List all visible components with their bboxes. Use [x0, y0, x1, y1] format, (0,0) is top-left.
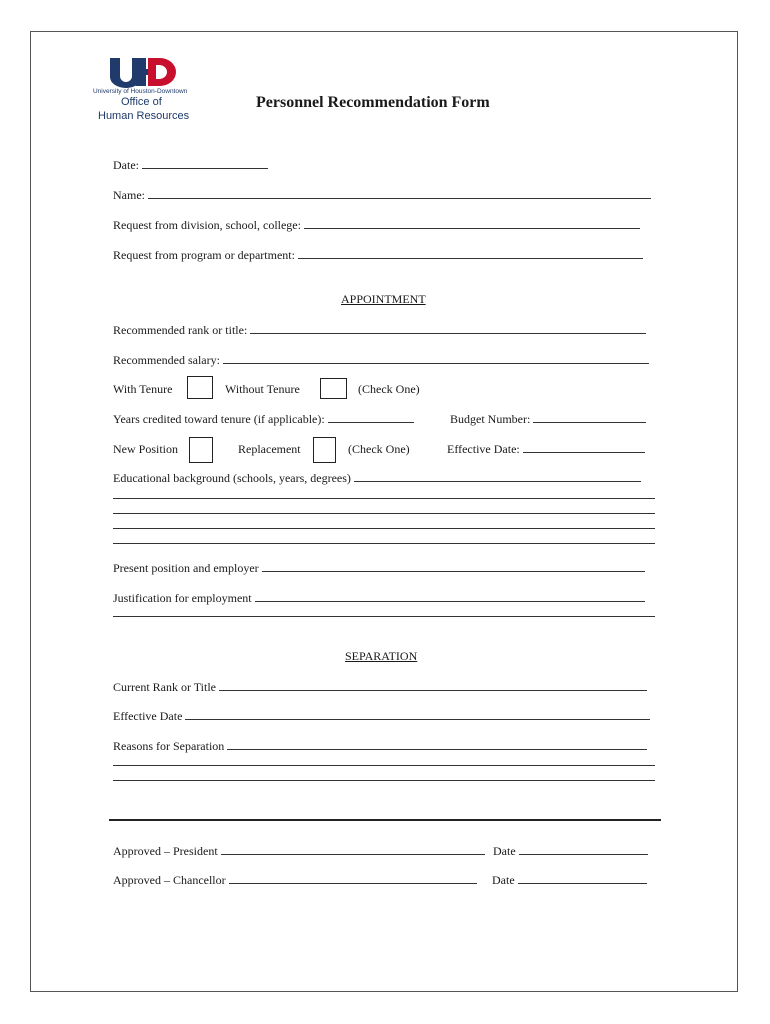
- present-position-label: Present position and employer: [113, 561, 259, 575]
- separation-effective-date-field[interactable]: [185, 708, 650, 720]
- program-field[interactable]: [298, 247, 643, 259]
- education-line[interactable]: [113, 543, 655, 544]
- reasons-line[interactable]: [113, 765, 655, 766]
- university-name: University of Houston-Downtown: [93, 88, 188, 95]
- division-field[interactable]: [304, 217, 640, 229]
- uhd-logo: [83, 56, 193, 126]
- reasons-label: Reasons for Separation: [113, 739, 225, 753]
- check-one-label: (Check One): [358, 382, 420, 396]
- uhd-mark-icon: [108, 56, 178, 88]
- present-position-row: [113, 560, 645, 576]
- chancellor-signature-field[interactable]: [229, 872, 477, 884]
- education-line[interactable]: [113, 498, 655, 499]
- current-rank-row: [113, 679, 647, 695]
- division-row: [113, 217, 640, 233]
- justification-line[interactable]: [113, 616, 655, 617]
- date-label: Date:: [113, 158, 139, 172]
- rank-field[interactable]: [250, 322, 646, 334]
- education-label: Educational background (schools, years, degrees): [113, 471, 351, 485]
- without-tenure-label: Without Tenure: [225, 382, 300, 396]
- education-row: [113, 470, 641, 486]
- justification-label: Justification for employment: [113, 591, 252, 605]
- years-credited-label: Years credited toward tenure (if applicable):: [113, 412, 325, 426]
- years-credited-field[interactable]: [328, 411, 414, 423]
- replacement-checkbox[interactable]: [313, 437, 336, 463]
- without-tenure-checkbox[interactable]: [320, 378, 347, 399]
- reasons-line[interactable]: [113, 780, 655, 781]
- program-label: Request from program or department:: [113, 248, 295, 262]
- date-row: [113, 157, 268, 173]
- justification-row: [113, 590, 645, 606]
- name-field[interactable]: [148, 187, 651, 199]
- budget-number-field[interactable]: [533, 411, 646, 423]
- chancellor-date-row: [492, 872, 647, 888]
- reasons-field[interactable]: [227, 738, 647, 750]
- division-label: Request from division, school, college:: [113, 218, 301, 232]
- section-divider: [109, 819, 661, 821]
- separation-heading: SEPARATION: [345, 649, 418, 663]
- salary-field[interactable]: [223, 352, 649, 364]
- present-position-field[interactable]: [262, 560, 645, 572]
- date-field[interactable]: [142, 157, 268, 169]
- justification-field[interactable]: [255, 590, 645, 602]
- department-label: Human Resources: [98, 110, 190, 122]
- education-line[interactable]: [113, 528, 655, 529]
- rank-label: Recommended rank or title:: [113, 323, 248, 337]
- president-signature-field[interactable]: [221, 843, 485, 855]
- effective-date-row: [447, 441, 645, 457]
- new-position-label: New Position: [113, 442, 179, 456]
- program-row: [113, 247, 643, 263]
- current-rank-field[interactable]: [219, 679, 647, 691]
- salary-row: [113, 352, 649, 368]
- president-date-label: Date: [493, 844, 516, 858]
- current-rank-label: Current Rank or Title: [113, 680, 217, 694]
- with-tenure-checkbox[interactable]: [187, 376, 213, 399]
- budget-row: [450, 411, 646, 427]
- page-title: Personnel Recommendation Form: [256, 94, 490, 111]
- name-label: Name:: [113, 188, 145, 202]
- effective-date-field[interactable]: [523, 441, 645, 453]
- chancellor-date-label: Date: [492, 873, 515, 887]
- president-label: Approved – President: [113, 844, 218, 858]
- effective-date-label: Effective Date:: [447, 442, 520, 456]
- with-tenure-label: With Tenure: [113, 382, 173, 396]
- replacement-label: Replacement: [238, 442, 301, 456]
- education-line[interactable]: [113, 513, 655, 514]
- budget-number-label: Budget Number:: [450, 412, 531, 426]
- years-row: [113, 411, 414, 427]
- separation-effective-row: [113, 708, 650, 724]
- chancellor-label: Approved – Chancellor: [113, 873, 226, 887]
- chancellor-date-field[interactable]: [518, 872, 647, 884]
- president-date-row: [493, 843, 648, 859]
- rank-row: [113, 322, 646, 338]
- president-date-field[interactable]: [519, 843, 648, 855]
- reasons-row: [113, 738, 647, 754]
- office-label: Office of: [121, 96, 162, 108]
- appointment-heading: APPOINTMENT: [341, 292, 426, 306]
- education-field[interactable]: [354, 470, 641, 482]
- check-one-label-2: (Check One): [348, 442, 410, 456]
- salary-label: Recommended salary:: [113, 353, 220, 367]
- president-row: [113, 843, 485, 859]
- new-position-checkbox[interactable]: [189, 437, 213, 463]
- separation-effective-date-label: Effective Date: [113, 709, 183, 723]
- chancellor-row: [113, 872, 477, 888]
- name-row: [113, 187, 651, 203]
